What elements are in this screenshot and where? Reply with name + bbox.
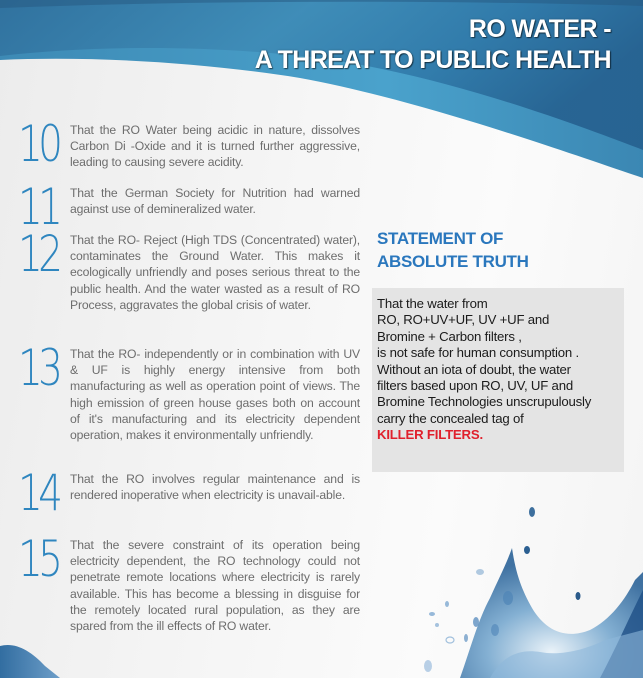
statement-line: That the water from <box>377 296 488 311</box>
item-text: That the severe constraint of its operation being electricity dependent, the RO technology could not penetrate remote locations where electricity is rarely available. This has become a blessing in disguise for the remotely located rural population, as they are spared from the ill effects of RO water. <box>70 538 360 634</box>
statement-heading <box>377 227 529 273</box>
item-number: 10 <box>18 115 59 173</box>
statement-heading-line-2: ABSOLUTE TRUTH <box>377 252 529 271</box>
page-title <box>255 14 611 76</box>
statement-line: RO, RO+UV+UF, UV +UF and <box>377 312 550 328</box>
item-text: That the RO- Reject (High TDS (Concentrated) water), contaminates the Ground Water. This makes it ecologically unfriendly and poses serious threat to the public health. And the water wasted as a result of RO Process, aggravates the global crisis of water. <box>70 233 360 312</box>
statement-line: Bromine Technologies unscrupulously <box>377 394 592 410</box>
item-number: 14 <box>18 464 59 522</box>
statement-line: is not safe for human consumption . <box>377 345 579 361</box>
statement-line: filters based upon RO, UV, UF and <box>377 378 573 394</box>
killer-filters-highlight: KILLER FILTERS. <box>377 427 483 443</box>
title-line-1: RO WATER - <box>468 15 611 43</box>
title-line-2: A THREAT TO PUBLIC HEALTH <box>254 46 611 74</box>
statement-line: Without an iota of doubt, the water <box>377 361 571 377</box>
statement-line: Bromine + Carbon filters , <box>377 328 522 344</box>
item-number: 12 <box>18 225 59 283</box>
item-number: 13 <box>18 339 59 397</box>
statement-heading-line-1: STATEMENT OF <box>377 229 504 248</box>
statement-box <box>372 288 624 472</box>
statement-text <box>377 296 627 444</box>
item-text: That the RO involves regular maintenance and is rendered inoperative when electricity is unavail-able. <box>70 472 360 503</box>
item-text: That the RO Water being acidic in nature, dissolves Carbon Di -Oxide and it is turned further aggressive, leading to causing severe acidity. <box>70 123 360 170</box>
item-text: That the German Society for Nutrition had warned against use of demineralized water. <box>70 186 360 217</box>
item-number: 15 <box>18 530 59 588</box>
statement-line: carry the concealed tag of <box>377 410 524 426</box>
item-text: That the RO- independently or in combination with UV & UF is highly energy intensive from both manufacturing as well as operation point of views. The high emission of green house gases both on account of it's manufacturing and its electricity dependent operation, makes it environmentally unfriendly. <box>70 347 360 443</box>
water-splash-image <box>0 480 643 678</box>
item-number: 11 <box>18 178 59 236</box>
